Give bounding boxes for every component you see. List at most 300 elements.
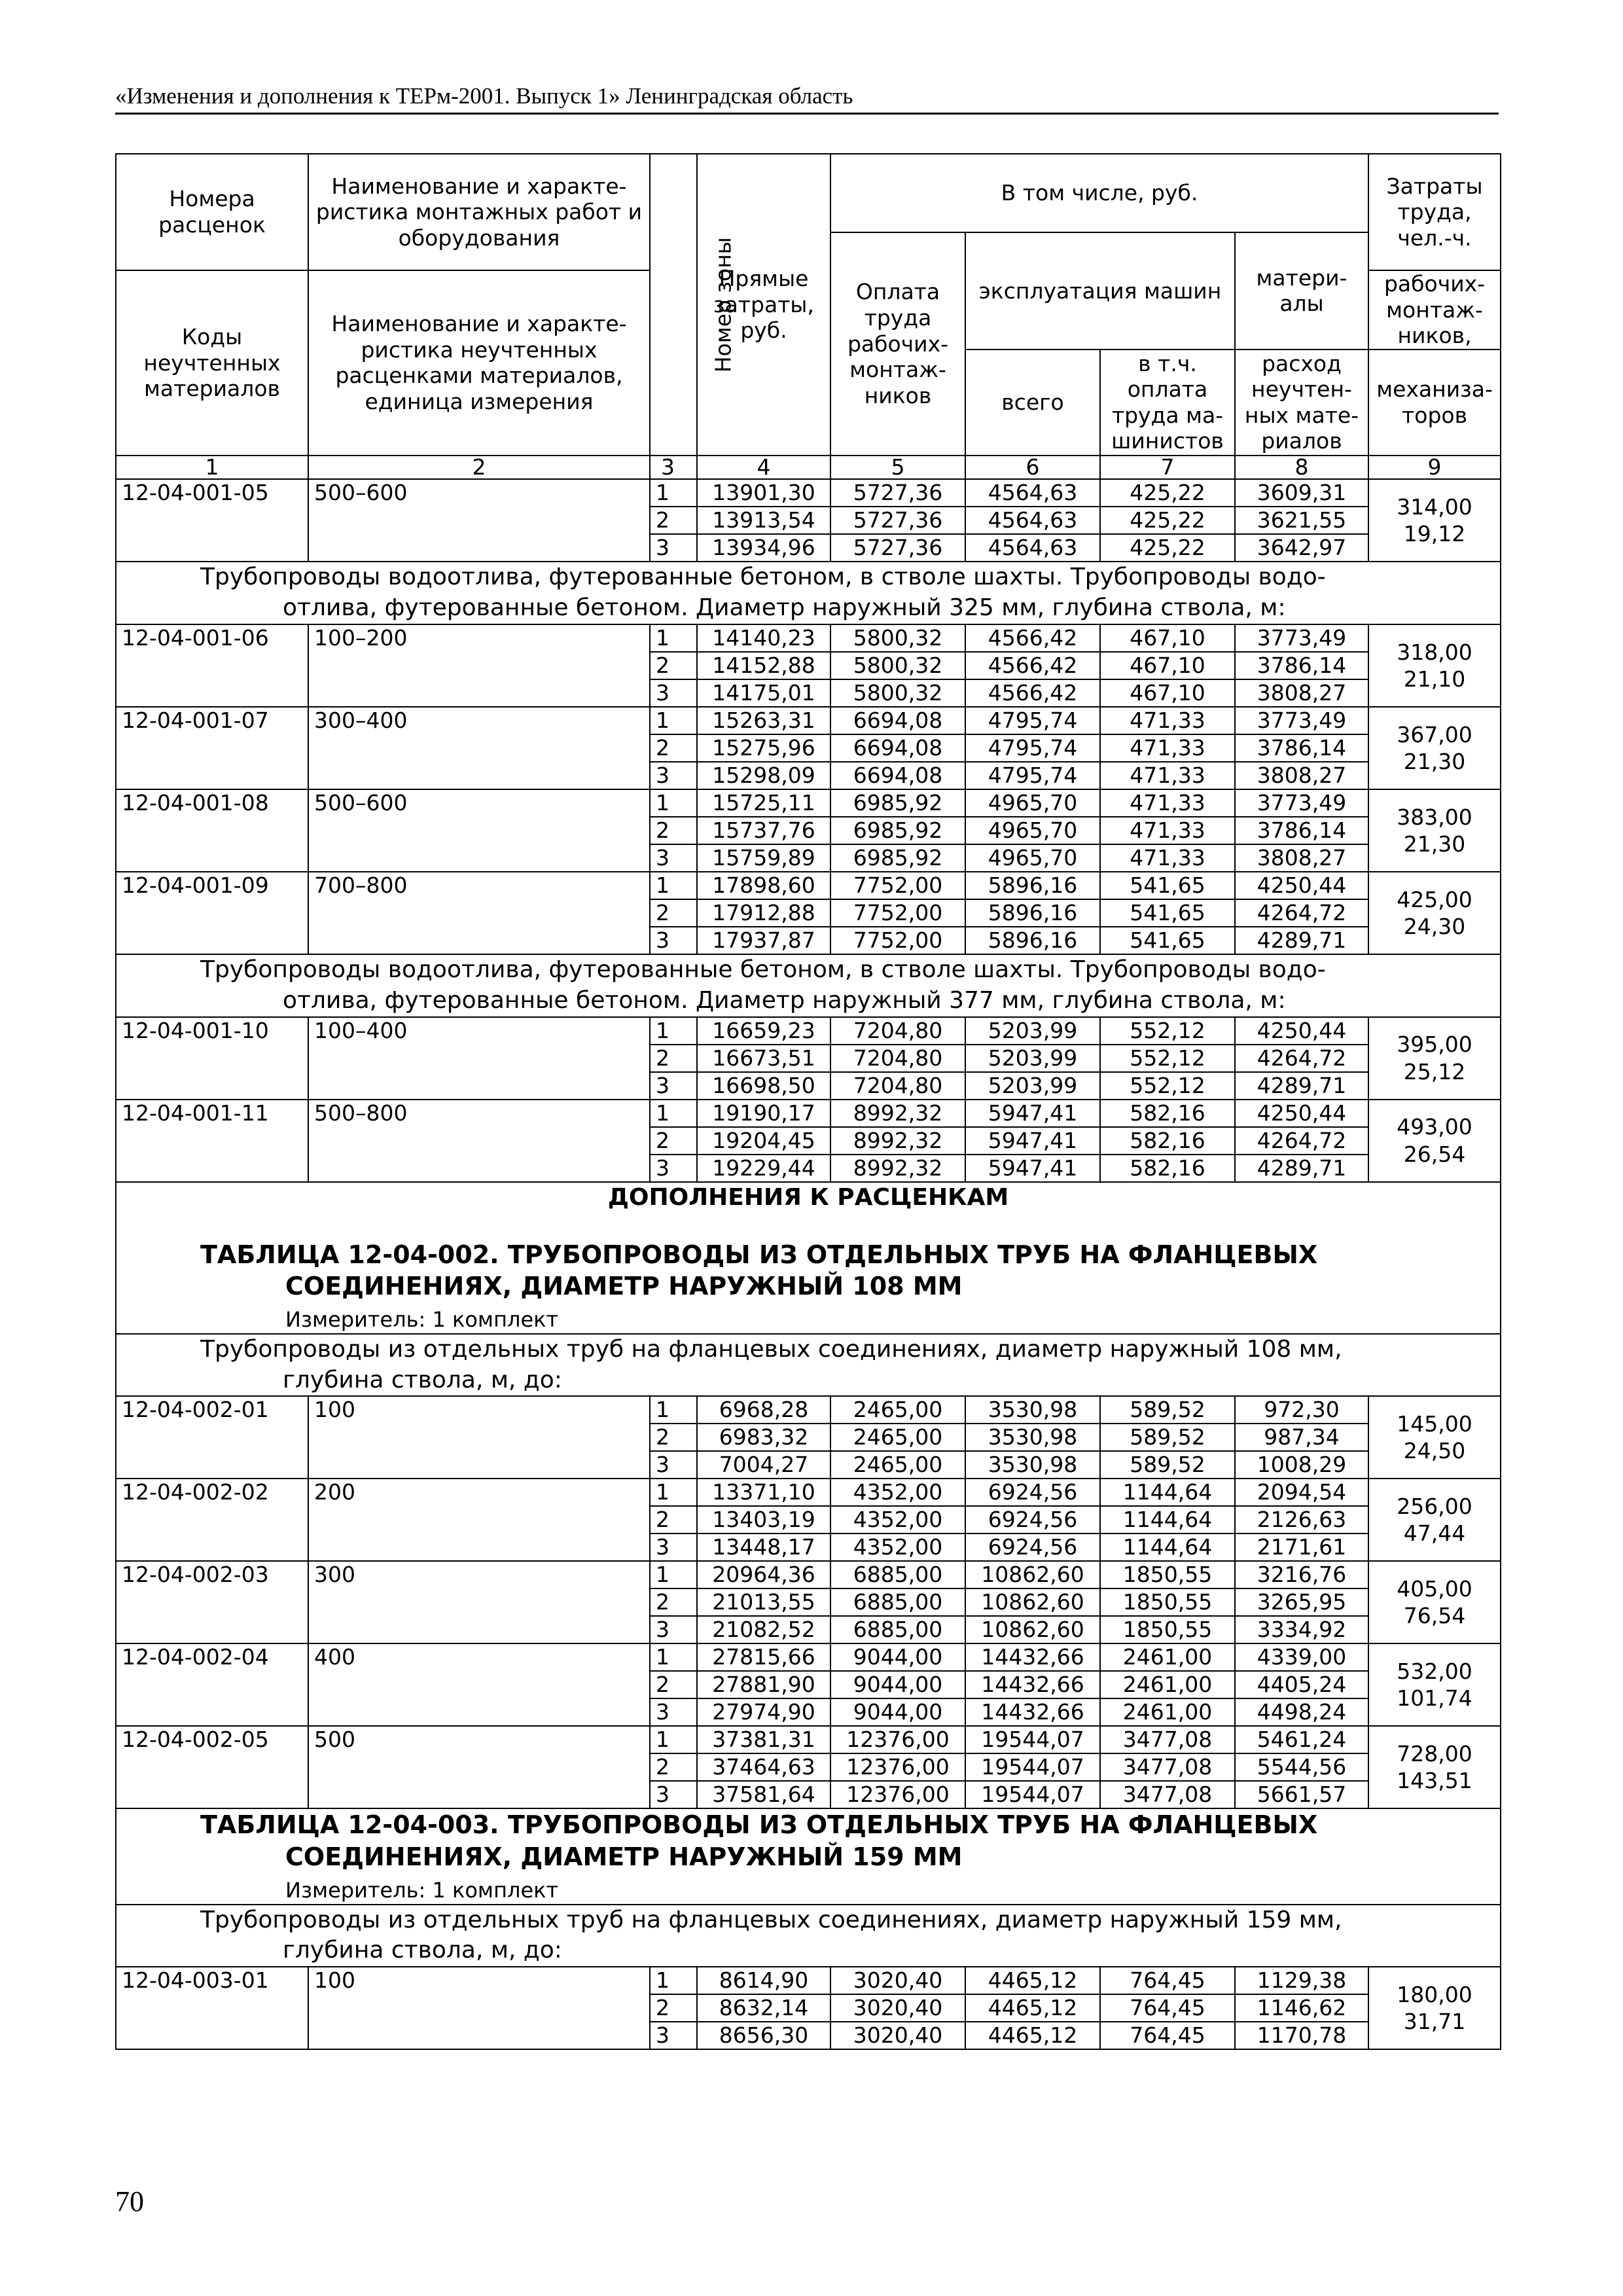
header-labor-machinists: механиза-торов (1368, 350, 1501, 456)
labor-pay: 8992,32 (830, 1100, 965, 1127)
table-title-block (116, 1808, 1501, 1904)
rate-name: 400 (308, 1643, 650, 1726)
materials: 4264,72 (1235, 899, 1368, 927)
direct-costs: 19229,44 (697, 1155, 830, 1182)
labor-costs (1368, 1479, 1501, 1561)
column-number: 2 (308, 456, 650, 480)
machines-total: 5203,99 (965, 1072, 1100, 1100)
materials: 2171,61 (1235, 1534, 1368, 1561)
labor-costs (1368, 1100, 1501, 1182)
direct-costs: 15759,89 (697, 844, 830, 872)
labor-workers: 728,00 (1397, 1741, 1472, 1767)
machinists-pay: 764,45 (1100, 1994, 1235, 2022)
labor-costs (1368, 707, 1501, 789)
header-labor-workers: рабочих-монтаж-ников, (1368, 270, 1501, 350)
machines-total: 14432,66 (965, 1643, 1100, 1671)
machines-total: 4965,70 (965, 789, 1100, 817)
rate-code: 12-04-003-01 (116, 1967, 308, 2049)
rate-code: 12-04-002-01 (116, 1396, 308, 1479)
labor-costs (1368, 789, 1501, 872)
labor-pay: 2465,00 (830, 1396, 965, 1424)
machines-total: 5896,16 (965, 872, 1100, 899)
machinists-pay: 3477,08 (1100, 1781, 1235, 1808)
section-row (116, 1334, 1501, 1397)
direct-costs: 15275,96 (697, 734, 830, 762)
machines-total: 5947,41 (965, 1155, 1100, 1182)
rate-name: 300–400 (308, 707, 650, 789)
table-title-line: ТАБЛИЦА 12-04-003. ТРУБОПРОВОДЫ ИЗ ОТДЕЛЬНЫХ ТРУБ НА ФЛАНЦЕВЫХ (200, 1810, 1318, 1840)
machines-total: 4795,74 (965, 734, 1100, 762)
direct-costs: 16659,23 (697, 1017, 830, 1045)
labor-pay: 7204,80 (830, 1017, 965, 1045)
labor-workers: 256,00 (1397, 1494, 1472, 1520)
materials: 1129,38 (1235, 1967, 1368, 1994)
labor-pay: 5727,36 (830, 479, 965, 507)
zone-number: 1 (650, 1967, 697, 1994)
labor-pay: 12376,00 (830, 1726, 965, 1753)
labor-costs (1368, 624, 1501, 707)
direct-costs: 8632,14 (697, 1994, 830, 2022)
column-number: 4 (697, 456, 830, 480)
machinists-pay: 552,12 (1100, 1045, 1235, 1072)
zone-number: 2 (650, 1506, 697, 1534)
materials: 1146,62 (1235, 1994, 1368, 2022)
machines-total: 5896,16 (965, 927, 1100, 954)
labor-pay: 6885,00 (830, 1588, 965, 1616)
materials: 3773,49 (1235, 707, 1368, 734)
labor-costs (1368, 1967, 1501, 2049)
machinists-pay: 467,10 (1100, 624, 1235, 652)
header-materials: матери-алы (1235, 232, 1368, 350)
labor-machinists: 26,54 (1403, 1141, 1466, 1167)
materials: 4264,72 (1235, 1127, 1368, 1155)
machinists-pay: 1144,64 (1100, 1506, 1235, 1534)
labor-machinists: 21,30 (1403, 831, 1466, 857)
table-row (116, 872, 1501, 899)
header-direct-costs: Прямые затраты, руб. (697, 154, 830, 456)
table-row (116, 707, 1501, 734)
section-heading-line: Трубопроводы водоотлива, футерованные бетоном, в стволе шахты. Трубопроводы водо- (200, 564, 1326, 591)
direct-costs: 16673,51 (697, 1045, 830, 1072)
section-heading-line: отлива, футерованные бетоном. Диаметр наружный 377 мм, глубина ствола, м: (283, 986, 1286, 1014)
machinists-pay: 2461,00 (1100, 1643, 1235, 1671)
header-zone-label: Номер зоны (710, 236, 736, 372)
machinists-pay: 471,33 (1100, 762, 1235, 789)
labor-pay: 6885,00 (830, 1616, 965, 1643)
zone-number: 3 (650, 1698, 697, 1726)
materials: 4250,44 (1235, 1100, 1368, 1127)
section-heading-line: отлива, футерованные бетоном. Диаметр наружный 325 мм, глубина ствола, м: (283, 594, 1286, 622)
machinists-pay: 1850,55 (1100, 1588, 1235, 1616)
labor-pay: 9044,00 (830, 1643, 965, 1671)
header-labor-pay: Оплата труда рабочих-монтаж-ников (830, 232, 965, 456)
direct-costs: 13403,19 (697, 1506, 830, 1534)
labor-workers: 395,00 (1397, 1031, 1472, 1058)
labor-pay: 6885,00 (830, 1561, 965, 1588)
section-row (116, 562, 1501, 624)
rate-name: 500–800 (308, 1100, 650, 1182)
labor-machinists: 101,74 (1397, 1685, 1472, 1712)
labor-pay: 8992,32 (830, 1155, 965, 1182)
header-machines-total: всего (965, 350, 1100, 456)
machinists-pay: 1850,55 (1100, 1561, 1235, 1588)
zone-number: 3 (650, 1616, 697, 1643)
materials: 5461,24 (1235, 1726, 1368, 1753)
labor-machinists: 25,12 (1403, 1058, 1466, 1085)
zone-number: 3 (650, 534, 697, 562)
section-row (116, 954, 1501, 1017)
machines-total: 19544,07 (965, 1726, 1100, 1753)
table-row (116, 624, 1501, 652)
labor-pay: 2465,00 (830, 1424, 965, 1451)
labor-pay: 9044,00 (830, 1698, 965, 1726)
rate-code: 12-04-001-06 (116, 624, 308, 707)
table-title-block (116, 1182, 1501, 1334)
machinists-pay: 471,33 (1100, 817, 1235, 844)
machines-total: 10862,60 (965, 1616, 1100, 1643)
labor-pay: 5800,32 (830, 679, 965, 707)
table-row (116, 1643, 1501, 1671)
labor-pay: 12376,00 (830, 1781, 965, 1808)
direct-costs: 8614,90 (697, 1967, 830, 1994)
materials: 2094,54 (1235, 1479, 1368, 1506)
zone-number: 2 (650, 817, 697, 844)
machinists-pay: 764,45 (1100, 2022, 1235, 2049)
header-code-bottom: Коды неучтенных материалов (116, 270, 308, 456)
rate-code: 12-04-001-10 (116, 1017, 308, 1100)
labor-workers: 383,00 (1397, 804, 1472, 830)
direct-costs: 14140,23 (697, 624, 830, 652)
machines-total: 19544,07 (965, 1781, 1100, 1808)
materials: 1170,78 (1235, 2022, 1368, 2049)
table-row (116, 1561, 1501, 1588)
zone-number: 1 (650, 479, 697, 507)
materials: 4339,00 (1235, 1643, 1368, 1671)
labor-pay: 6985,92 (830, 817, 965, 844)
labor-machinists: 24,30 (1403, 914, 1466, 940)
zone-number: 2 (650, 1424, 697, 1451)
zone-number: 1 (650, 1479, 697, 1506)
header-zone (650, 154, 736, 456)
labor-costs (1368, 1017, 1501, 1100)
machinists-pay: 3477,08 (1100, 1753, 1235, 1781)
labor-workers: 405,00 (1397, 1576, 1472, 1602)
table-title-line: ТАБЛИЦА 12-04-002. ТРУБОПРОВОДЫ ИЗ ОТДЕЛЬНЫХ ТРУБ НА ФЛАНЦЕВЫХ (200, 1240, 1318, 1269)
labor-workers: 318,00 (1397, 639, 1472, 665)
labor-pay: 5800,32 (830, 624, 965, 652)
materials: 3265,95 (1235, 1588, 1368, 1616)
rate-name: 100 (308, 1967, 650, 2049)
rate-name: 100–400 (308, 1017, 650, 1100)
table-title-row (116, 1182, 1501, 1334)
section-heading-line: глубина ствола, м, до: (283, 1366, 562, 1393)
machines-total: 4566,42 (965, 652, 1100, 679)
machinists-pay: 471,33 (1100, 707, 1235, 734)
section-heading-line: Трубопроводы водоотлива, футерованные бетоном, в стволе шахты. Трубопроводы водо- (200, 956, 1326, 984)
column-number: 6 (965, 456, 1100, 480)
materials: 3334,92 (1235, 1616, 1368, 1643)
additions-heading: ДОПОЛНЕНИЯ К РАСЦЕНКАМ (607, 1183, 1009, 1211)
materials: 972,30 (1235, 1396, 1368, 1424)
zone-number: 1 (650, 872, 697, 899)
zone-number: 1 (650, 1017, 697, 1045)
header-machines: эксплуатация машин (965, 232, 1235, 350)
table-header (116, 154, 1501, 479)
zone-number: 3 (650, 844, 697, 872)
zone-number: 2 (650, 1753, 697, 1781)
header-incl: В том числе, руб. (830, 154, 1368, 232)
materials: 4289,71 (1235, 1155, 1368, 1182)
machines-total: 4965,70 (965, 817, 1100, 844)
machines-total: 10862,60 (965, 1561, 1100, 1588)
materials: 3786,14 (1235, 734, 1368, 762)
rate-code: 12-04-002-02 (116, 1479, 308, 1561)
zone-number: 2 (650, 1994, 697, 2022)
labor-pay: 4352,00 (830, 1506, 965, 1534)
machinists-pay: 471,33 (1100, 789, 1235, 817)
header-machines-pay: в т.ч. оплата труда ма-шинистов (1100, 350, 1235, 456)
direct-costs: 19190,17 (697, 1100, 830, 1127)
labor-workers: 145,00 (1397, 1411, 1472, 1437)
table-row (116, 1967, 1501, 1994)
zone-number: 2 (650, 507, 697, 534)
direct-costs: 15725,11 (697, 789, 830, 817)
labor-pay: 12376,00 (830, 1753, 965, 1781)
direct-costs: 16698,50 (697, 1072, 830, 1100)
direct-costs: 7004,27 (697, 1451, 830, 1479)
labor-workers: 367,00 (1397, 721, 1472, 747)
machinists-pay: 471,33 (1100, 844, 1235, 872)
labor-pay: 4352,00 (830, 1479, 965, 1506)
machines-total: 4795,74 (965, 707, 1100, 734)
labor-machinists: 21,30 (1403, 749, 1466, 775)
machinists-pay: 541,65 (1100, 872, 1235, 899)
materials: 4250,44 (1235, 1017, 1368, 1045)
labor-costs (1368, 1561, 1501, 1643)
column-number: 9 (1368, 456, 1501, 480)
machines-total: 3530,98 (965, 1396, 1100, 1424)
machines-total: 19544,07 (965, 1753, 1100, 1781)
direct-costs: 14152,88 (697, 652, 830, 679)
materials: 4289,71 (1235, 1072, 1368, 1100)
materials: 4264,72 (1235, 1045, 1368, 1072)
labor-pay: 7204,80 (830, 1045, 965, 1072)
table-meter: Измеритель: 1 комплект (285, 1877, 559, 1903)
machines-total: 10862,60 (965, 1588, 1100, 1616)
machinists-pay: 589,52 (1100, 1424, 1235, 1451)
labor-workers: 493,00 (1397, 1114, 1472, 1140)
materials: 2126,63 (1235, 1506, 1368, 1534)
zone-number: 2 (650, 652, 697, 679)
machines-total: 4795,74 (965, 762, 1100, 789)
direct-costs: 21082,52 (697, 1616, 830, 1643)
table-title (122, 1239, 1495, 1302)
labor-pay: 7752,00 (830, 899, 965, 927)
labor-pay: 9044,00 (830, 1671, 965, 1698)
direct-costs: 13448,17 (697, 1534, 830, 1561)
materials: 3808,27 (1235, 844, 1368, 872)
table-row (116, 1396, 1501, 1424)
section-heading (116, 1334, 1501, 1397)
materials: 4250,44 (1235, 872, 1368, 899)
machines-total: 5203,99 (965, 1045, 1100, 1072)
zone-number: 2 (650, 734, 697, 762)
zone-number: 2 (650, 1671, 697, 1698)
direct-costs: 6983,32 (697, 1424, 830, 1451)
machinists-pay: 1144,64 (1100, 1534, 1235, 1561)
zone-number: 3 (650, 1155, 697, 1182)
direct-costs: 20964,36 (697, 1561, 830, 1588)
materials: 4289,71 (1235, 927, 1368, 954)
zone-number: 1 (650, 1100, 697, 1127)
table-row (116, 479, 1501, 507)
materials: 3773,49 (1235, 789, 1368, 817)
materials: 3808,27 (1235, 679, 1368, 707)
rate-name: 500 (308, 1726, 650, 1808)
machines-total: 6924,56 (965, 1479, 1100, 1506)
materials: 3808,27 (1235, 762, 1368, 789)
zone-number: 1 (650, 1726, 697, 1753)
header-name-top: Наименование и характе-ристика монтажных работ и оборудования (308, 154, 650, 270)
labor-pay: 6985,92 (830, 789, 965, 817)
materials: 3216,76 (1235, 1561, 1368, 1588)
machinists-pay: 582,16 (1100, 1155, 1235, 1182)
page-header: «Изменения и дополнения к ТЕРм-2001. Выпуск 1» Ленинградская область (115, 82, 1499, 115)
zone-number: 3 (650, 2022, 697, 2049)
machines-total: 4465,12 (965, 1994, 1100, 2022)
labor-pay: 3020,40 (830, 2022, 965, 2049)
materials: 987,34 (1235, 1424, 1368, 1451)
labor-pay: 3020,40 (830, 1994, 965, 2022)
direct-costs: 13934,96 (697, 534, 830, 562)
machinists-pay: 589,52 (1100, 1396, 1235, 1424)
machines-total: 4564,63 (965, 507, 1100, 534)
direct-costs: 27815,66 (697, 1643, 830, 1671)
direct-costs: 14175,01 (697, 679, 830, 707)
labor-pay: 2465,00 (830, 1451, 965, 1479)
machinists-pay: 541,65 (1100, 899, 1235, 927)
table-body (116, 479, 1501, 2049)
column-number: 5 (830, 456, 965, 480)
labor-machinists: 21,10 (1403, 666, 1466, 692)
column-number: 3 (650, 456, 697, 480)
machinists-pay: 1144,64 (1100, 1479, 1235, 1506)
labor-pay: 4352,00 (830, 1534, 965, 1561)
header-name-bottom: Наименование и характе-ристика неучтенных расценками материалов, единица измерения (308, 270, 650, 456)
labor-workers: 180,00 (1397, 1982, 1472, 2008)
materials: 3621,55 (1235, 507, 1368, 534)
zone-number: 1 (650, 1396, 697, 1424)
machines-total: 4564,63 (965, 534, 1100, 562)
labor-pay: 6985,92 (830, 844, 965, 872)
labor-pay: 7752,00 (830, 927, 965, 954)
machines-total: 6924,56 (965, 1534, 1100, 1561)
labor-workers: 425,00 (1397, 886, 1472, 912)
section-heading (116, 562, 1501, 624)
labor-costs (1368, 1643, 1501, 1726)
direct-costs: 27881,90 (697, 1671, 830, 1698)
machinists-pay: 3477,08 (1100, 1726, 1235, 1753)
rate-name: 700–800 (308, 872, 650, 954)
table-row (116, 1100, 1501, 1127)
direct-costs: 8656,30 (697, 2022, 830, 2049)
direct-costs: 37464,63 (697, 1753, 830, 1781)
table-meter: Измеритель: 1 комплект (285, 1306, 559, 1332)
rate-code: 12-04-002-04 (116, 1643, 308, 1726)
direct-costs: 13371,10 (697, 1479, 830, 1506)
machines-total: 14432,66 (965, 1698, 1100, 1726)
machines-total: 3530,98 (965, 1424, 1100, 1451)
labor-pay: 5727,36 (830, 534, 965, 562)
zone-number: 1 (650, 789, 697, 817)
materials: 3786,14 (1235, 652, 1368, 679)
direct-costs: 37581,64 (697, 1781, 830, 1808)
machines-total: 4564,63 (965, 479, 1100, 507)
machines-total: 5896,16 (965, 899, 1100, 927)
machines-total: 4566,42 (965, 624, 1100, 652)
labor-costs (1368, 1726, 1501, 1808)
rate-code: 12-04-001-05 (116, 479, 308, 562)
machines-total: 4465,12 (965, 1967, 1100, 1994)
machinists-pay: 764,45 (1100, 1967, 1235, 1994)
zone-number: 3 (650, 679, 697, 707)
direct-costs: 27974,90 (697, 1698, 830, 1726)
section-heading-line: глубина ствола, м, до: (283, 1937, 562, 1964)
labor-machinists: 19,12 (1403, 521, 1466, 547)
header-materials-unaccounted: расход неучтен-ных мате-риалов (1235, 350, 1368, 456)
section-heading (116, 954, 1501, 1017)
table-title-line: СОЕДИНЕНИЯХ, ДИАМЕТР НАРУЖНЫЙ 159 ММ (285, 1842, 963, 1872)
zone-number: 3 (650, 927, 697, 954)
machinists-pay: 2461,00 (1100, 1698, 1235, 1726)
direct-costs: 37381,31 (697, 1726, 830, 1753)
section-row (116, 1905, 1501, 1967)
direct-costs: 13913,54 (697, 507, 830, 534)
zone-number: 2 (650, 1588, 697, 1616)
table-title-line: СОЕДИНЕНИЯХ, ДИАМЕТР НАРУЖНЫЙ 108 ММ (285, 1272, 963, 1301)
machines-total: 5203,99 (965, 1017, 1100, 1045)
column-number-row (116, 456, 1501, 480)
rate-name: 100 (308, 1396, 650, 1479)
header-labor-costs: Затраты труда, чел.-ч. (1368, 154, 1501, 270)
machinists-pay: 425,22 (1100, 534, 1235, 562)
materials: 1008,29 (1235, 1451, 1368, 1479)
materials: 4405,24 (1235, 1671, 1368, 1698)
direct-costs: 17898,60 (697, 872, 830, 899)
machinists-pay: 1850,55 (1100, 1616, 1235, 1643)
materials: 4498,24 (1235, 1698, 1368, 1726)
labor-machinists: 47,44 (1403, 1520, 1466, 1547)
zone-number: 2 (650, 899, 697, 927)
direct-costs: 17937,87 (697, 927, 830, 954)
table-title (122, 1809, 1495, 1873)
direct-costs: 19204,45 (697, 1127, 830, 1155)
machinists-pay: 467,10 (1100, 679, 1235, 707)
machinists-pay: 467,10 (1100, 652, 1235, 679)
machines-total: 5947,41 (965, 1100, 1100, 1127)
labor-workers: 532,00 (1397, 1659, 1472, 1685)
labor-costs (1368, 1396, 1501, 1479)
direct-costs: 15298,09 (697, 762, 830, 789)
rate-code: 12-04-001-11 (116, 1100, 308, 1182)
machinists-pay: 425,22 (1100, 507, 1235, 534)
rate-code: 12-04-001-08 (116, 789, 308, 872)
labor-machinists: 31,71 (1403, 2009, 1466, 2035)
zone-number: 3 (650, 1781, 697, 1808)
machinists-pay: 582,16 (1100, 1127, 1235, 1155)
machinists-pay: 425,22 (1100, 479, 1235, 507)
direct-costs: 13901,30 (697, 479, 830, 507)
